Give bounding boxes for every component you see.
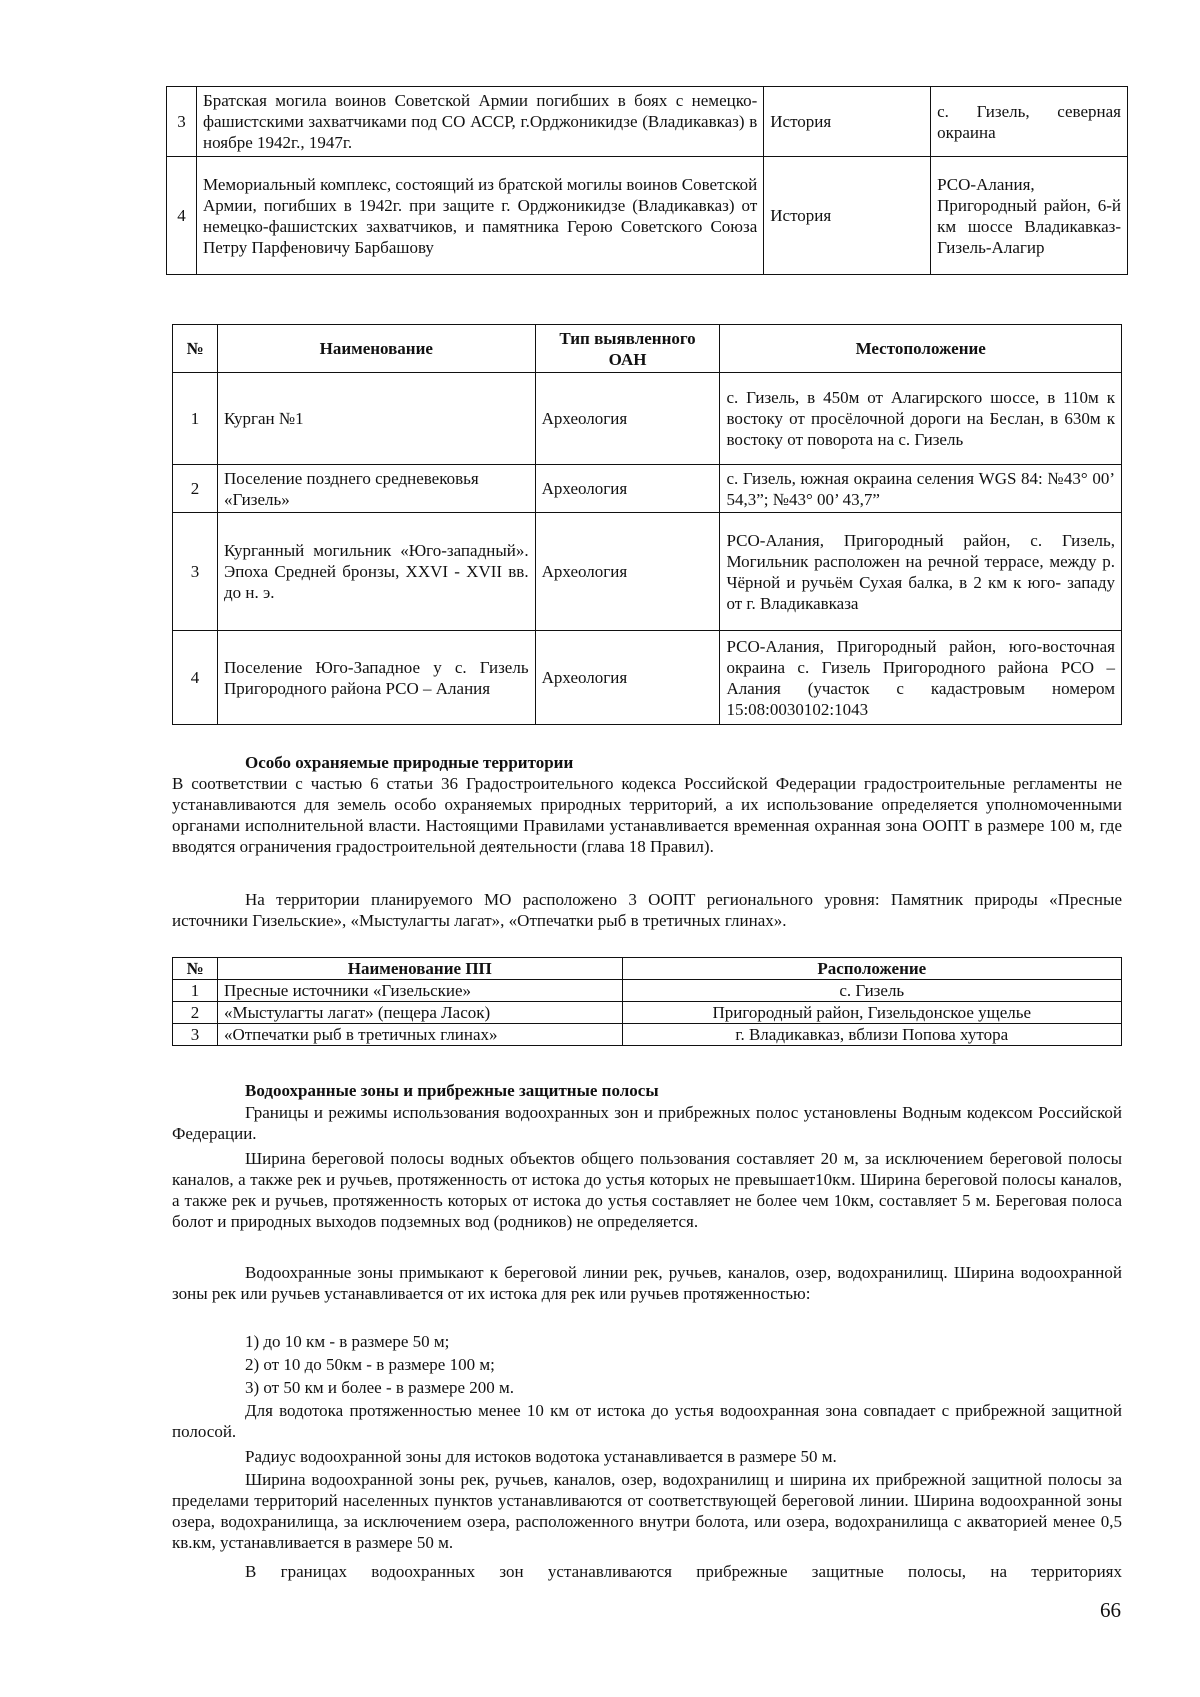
- paragraph: На территории планируемого МО расположено 3 ООПТ регионального уровня: Памятник природы «Пресные источники Гизельские», «Мыстулагты лагат», «Отпечатки рыб в третичных глинах».: [172, 890, 1122, 930]
- table-row: [173, 1002, 1122, 1024]
- table-row: [173, 465, 1122, 513]
- paragraph: Радиус водоохранной зоны для истоков водотока устанавливается в размере 50 м.: [245, 1447, 837, 1466]
- archaeology-table: [172, 324, 1122, 725]
- header-location: Местоположение: [720, 325, 1122, 373]
- object-name: Поселение позднего средневековья «Гизель»: [217, 465, 535, 513]
- header-name: Наименование ПП: [217, 958, 622, 980]
- row-number: 3: [173, 1024, 218, 1046]
- header-num: №: [173, 958, 218, 980]
- table-row: [173, 631, 1122, 725]
- paragraph: Ширина водоохранной зоны рек, ручьев, каналов, озер, водохранилищ и ширина их прибрежной защитной полосы за пределами территорий населенных пунктов устанавливаются от соответствующей береговой линии. Ширина водоохранной зоны озера, водохранилища, за исключением озера, расположенного внутри болота, или озера, водохранилища с акваторией менее 0,5 кв.км, устанавливается в размере 50 м.: [172, 1470, 1122, 1552]
- row-number: 3: [173, 513, 218, 631]
- paragraph: Границы и режимы использования водоохранных зон и прибрежных полос установлены Водным кодексом Российской Федерации.: [172, 1103, 1122, 1143]
- object-location: РСО-Алания, Пригородный район, с. Гизель, Могильник расположен на речной террасе, между р. Чёрной и ручьём Сухая балка, в 2 км к юго- западу от г. Владикавказа: [720, 513, 1122, 631]
- object-name: Мемориальный комплекс, состоящий из братской могилы воинов Советской Армии, погибших в 1942г. при защите г. Орджоникидзе (Владикавказ) от немецко-фашистских захватчиков, и памятника Герою Советского Союза Петру Парфеновичу Барбашову: [196, 157, 763, 275]
- paragraph: В соответствии с частью 6 статьи 36 Градостроительного кодекса Российской Федерации градостроительные регламенты не устанавливаются для земель особо охраняемых природных территорий, а их использование определяется уполномоченными органами исполнительной власти. Настоящими Правилами устанавливается временная охранная зона ООПТ в размере 100 м, где вводятся ограничения градостроительной деятельности (глава 18 Правил).: [172, 774, 1122, 856]
- object-type: История: [764, 87, 931, 157]
- paragraph: В границах водоохранных зон устанавливаются прибрежные защитные полосы, на территориях: [245, 1562, 1122, 1581]
- object-type: Археология: [535, 513, 720, 631]
- table-row: [173, 513, 1122, 631]
- row-number: 4: [173, 631, 218, 725]
- table-row: [173, 980, 1122, 1002]
- section-heading-water-zones: Водоохранные зоны и прибрежные защитные полосы: [245, 1081, 659, 1100]
- header-name: Наименование: [217, 325, 535, 373]
- object-name: Братская могила воинов Советской Армии погибших в боях с немецко-фашистскими захватчиками под СО АССР, г.Орджоникидзе (Владикавказ) в ноябре 1942г., 1947г.: [196, 87, 763, 157]
- area-location: Пригородный район, Гизельдонское ущелье: [622, 1002, 1121, 1024]
- paragraph: Для водотока протяженностью менее 10 км от истока до устья водоохранная зона совпадает с прибрежной защитной полосой.: [172, 1401, 1122, 1441]
- table-header-row: [173, 958, 1122, 980]
- object-name: Курганный могильник «Юго-западный». Эпоха Средней бронзы, XXVI - XVII вв. до н. э.: [217, 513, 535, 631]
- object-location: РСО-Алания, Пригородный район, юго-восточная окраина с. Гизель Пригородного района РСО – Алания (участок с кадастровым номером 15:08:0030102:1043: [720, 631, 1122, 725]
- area-name: «Отпечатки рыб в третичных глинах»: [217, 1024, 622, 1046]
- area-name: «Мыстулагты лагат» (пещера Ласок): [217, 1002, 622, 1024]
- table-header-row: [173, 325, 1122, 373]
- table-row: [167, 87, 1128, 157]
- table-row: [167, 157, 1128, 275]
- table-row: [173, 1024, 1122, 1046]
- object-location: РСО-Алания, Пригородный район, 6-й км шоссе Владикавказ-Гизель-Алагир: [931, 157, 1128, 275]
- list-item: 3) от 50 км и более - в размере 200 м.: [245, 1378, 515, 1397]
- section-heading-protected-areas: Особо охраняемые природные территории: [245, 753, 574, 772]
- row-number: 1: [173, 373, 218, 465]
- row-number: 4: [167, 157, 197, 275]
- table-row: [173, 373, 1122, 465]
- object-name: Поселение Юго-Западное у с. Гизель Пригородного района РСО – Алания: [217, 631, 535, 725]
- area-location: с. Гизель: [622, 980, 1121, 1002]
- header-location: Расположение: [622, 958, 1121, 980]
- paragraph: Ширина береговой полосы водных объектов общего пользования составляет 20 м, за исключением береговой полосы каналов, а также рек и ручьев, протяженность от истока до устья которых не превышает10км. Ширина береговой полосы каналов, а также рек и ручьев, протяженность которых от истока до устья составляет не более чем 10км, составляет 5 м. Береговая полоса болот и природных выходов подземных вод (родников) не определяется.: [172, 1149, 1122, 1231]
- header-num: №: [173, 325, 218, 373]
- paragraph: Водоохранные зоны примыкают к береговой линии рек, ручьев, каналов, озер, водохранилищ. Ширина водоохранной зоны рек или ручьев устанавливается от их истока для рек или ручьев протяженностью:: [172, 1263, 1122, 1303]
- object-name: Курган №1: [217, 373, 535, 465]
- header-type: Тип выявленного ОАН: [535, 325, 720, 373]
- list-item: 1) до 10 км - в размере 50 м;: [245, 1332, 450, 1351]
- object-location: с. Гизель, в 450м от Алагирского шоссе, в 110м к востоку от просёлочной дороги на Беслан, в 630м к востоку от поворота на с. Гизель: [720, 373, 1122, 465]
- object-type: История: [764, 157, 931, 275]
- object-location: с. Гизель, южная окраина селения WGS 84: №43° 00’ 54,3”; №43° 00’ 43,7”: [720, 465, 1122, 513]
- monuments-table-continuation: [166, 86, 1128, 275]
- area-location: г. Владикавказ, вблизи Попова хутора: [622, 1024, 1121, 1046]
- object-location: с. Гизель, северная окраина: [931, 87, 1128, 157]
- object-type: Археология: [535, 631, 720, 725]
- page-number: 66: [1100, 1598, 1121, 1622]
- protected-areas-table: [172, 957, 1122, 1046]
- row-number: 2: [173, 1002, 218, 1024]
- area-name: Пресные источники «Гизельские»: [217, 980, 622, 1002]
- object-type: Археология: [535, 465, 720, 513]
- row-number: 3: [167, 87, 197, 157]
- row-number: 1: [173, 980, 218, 1002]
- row-number: 2: [173, 465, 218, 513]
- object-type: Археология: [535, 373, 720, 465]
- list-item: 2) от 10 до 50км - в размере 100 м;: [245, 1355, 495, 1374]
